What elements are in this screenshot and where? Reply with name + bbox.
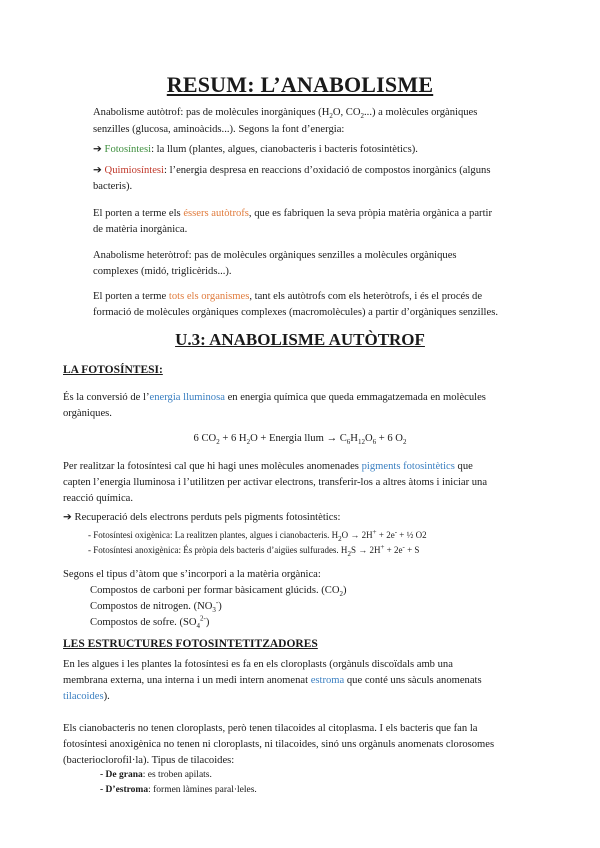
check-item-nitrogen [90,599,222,615]
bullet-fotosintesi [93,142,418,158]
subscript: 12 [357,438,365,447]
photosynthesis-equation [0,431,600,447]
pigments-line-2: capten l’energia lluminosa i l’utilitzen per activar electrons, transferir-los a altres àtoms i iniciar una [63,477,488,488]
sub-text: - Fotosíntesi oxigènica: La realitzen plantes, algues i cianobacteris. H [88,530,339,540]
subscript: 2 [246,438,251,447]
section-heading: U.3: ANABOLISME AUTÒTROF [175,330,425,349]
subscript: 2 [347,549,351,558]
tipus-label: - De grana [100,770,143,780]
term-estroma: estroma [310,675,345,686]
superscript: 2- [200,614,206,623]
check-text: Compostos de sofre. (SO [90,617,197,628]
subscript: 2 [360,112,365,121]
estructures-heading: LES ESTRUCTURES FOTOSINTETITZADORES [63,638,318,650]
tipus-text: : formen làmines paral·leles. [148,785,257,795]
term-quimiosintesi: Quimiosíntesi [104,165,164,176]
reaction-arrow-icon: → [326,433,338,444]
eq-part: + 6 H [219,433,247,444]
intro-text: ...) a molècules orgàniques [364,107,478,118]
sub-text: O → 2H [341,530,373,540]
subscript: 2 [329,112,333,121]
ciano-line-3: (bacterioclorofil·la). Tipus de tilacoides: [63,755,235,766]
tilacoide-grana [100,768,212,783]
para-text: El porten a terme els [93,208,184,219]
eq-part: C [337,433,347,444]
superscript: - [215,598,219,607]
superscript: + [372,528,377,536]
intro-line-1 [93,105,477,121]
subscript: 2 [339,590,343,599]
oxigenica-item [88,528,427,543]
subscript: 3 [212,606,216,615]
eq-part: H [350,433,358,444]
subscript: 4 [196,622,201,631]
organismes-line-2: formació de molècules orgàniques complexes (macromolècules) a partir d’orgàniques senzilles. [93,307,498,318]
estructures-line-2 [63,673,482,689]
sub-text: S → 2H [350,545,381,555]
subscript: 6 [346,438,351,447]
definition-line-2: orgàniques. [63,408,112,419]
definition-line-1 [63,390,486,406]
term-fotosintesi: Fotosíntesi [104,144,152,155]
intro-line-2: senzilles (glucosa, aminoàcids...). Segons la font d’energia: [93,124,345,135]
recuperacio-bullet: ➔ Recuperació dels electrons perduts pels pigments fotosintètics: [63,512,341,523]
check-text: ) [205,617,210,628]
check-text: Compostos de carboni per formar bàsicament glúcids. (CO [90,585,340,596]
def-text: És la conversió de l’ [63,392,150,403]
sub-text: - Fotosíntesi anoxigènica: És pròpia dels bacteris d’aigües sulfurades. H [88,545,348,555]
pigments-line-1 [63,459,473,475]
superscript: - [402,543,405,551]
sub-text: + S [404,545,420,555]
eq-part: O [364,433,373,444]
term-essers-autotrofs: éssers autòtrofs [183,208,249,219]
para-text: , que es fabriquen la seva pròpia matèria orgànica a partir [248,208,492,219]
check-text: ) [342,585,347,596]
bullet-text: : la llum (plantes, algues, cianobacteris i bacteris fotosintètics). [151,144,418,155]
sub-text: + 2e [376,530,395,540]
estructures-line-1: En les algues i les plantes la fotosíntesi es fa en els cloroplasts (orgànuls discoïdals amb una [63,659,453,670]
para-text: , tant els autòtrofs com els heteròtrofs, i és el procés de [249,291,483,302]
term-pigments-fotosintetics: pigments fotosintètics [361,461,455,472]
check-text: Compostos de nitrogen. (NO [90,601,213,612]
heterotrof-line-1: Anabolisme heteròtrof: pas de molècules orgàniques senzilles a molècules orgàniques [93,250,457,261]
bullet-text: : l’energia despresa en reaccions d’oxidació de compostos inorgànics (alguns [164,165,491,176]
ciano-line-2: fotosíntesi anoxigènica no tenen ni cloroplasts, ni tilacoides, sinó uns orgànuls anomenats clorosomes [63,739,495,750]
check-text: ) [218,601,222,612]
sub-text: + ½ O2 [397,530,427,540]
term-tilacoides: tilacoides [63,691,104,702]
page-title: RESUM: L’ANABOLISME [166,72,434,97]
tilacoide-estroma [100,783,257,798]
term-energia-lluminosa: energia lluminosa [149,392,225,403]
subscript: 2 [338,534,342,543]
intro-text: Anabolisme autòtrof: pas de molècules inorgàniques (H [93,107,330,118]
eq-part: + 6 O [376,433,403,444]
heterotrof-line-2: complexes (midó, triglicèrids...). [93,266,232,277]
tipus-text: : es troben apilats. [142,770,212,780]
check-item-sofre [90,615,209,631]
autotrofs-line-2: de matèria inorgànica. [93,224,188,235]
estr-text: ). [103,691,110,702]
estructures-line-3 [63,689,110,705]
ciano-line-1: Els cianobacteris no tenen cloroplasts, però tenen tilacoides al citoplasma. I els bacteris que fan la [63,723,478,734]
superscript: - [394,528,398,536]
segons-line: Segons el tipus d’àtom que s’incorpori a la matèria orgànica: [63,569,321,580]
arrow-icon: ➔ [93,165,102,176]
bullet-quimiosintesi-cont: bacteris). [93,181,133,192]
organismes-line-1 [93,289,482,305]
pigments-text: Per realitzar la fotosíntesi cal que hi hagi unes molècules anomenades [63,461,362,472]
estr-text: membrana externa, una interna i un medi intern anomenat [63,675,311,686]
intro-text: O, CO [332,107,361,118]
eq-part: 6 CO [193,433,217,444]
term-tots-els-organismes: tots els organismes [168,291,250,302]
subscript: 2 [216,438,220,447]
eq-part: O + Energia llum [250,433,327,444]
superscript: + [380,543,385,551]
fotosintesi-heading: LA FOTOSÍNTESI: [63,364,163,376]
bullet-quimiosintesi [93,163,490,179]
pigments-text: que [454,461,473,472]
arrow-icon: ➔ [93,144,102,155]
tipus-label: - D’estroma [100,785,149,795]
def-text: en energia química que queda emmagatzemada en molècules [224,392,486,403]
sub-text: + 2e [384,545,403,555]
pigments-line-3: reacció química. [63,493,133,504]
autotrofs-line-1 [93,206,492,222]
subscript: 2 [402,438,407,447]
check-item-carboni [90,583,347,599]
anoxigenica-item [88,543,419,558]
estr-text: que conté uns sàculs anomenats [344,675,482,686]
subscript: 6 [372,438,377,447]
para-text: El porten a terme [93,291,169,302]
